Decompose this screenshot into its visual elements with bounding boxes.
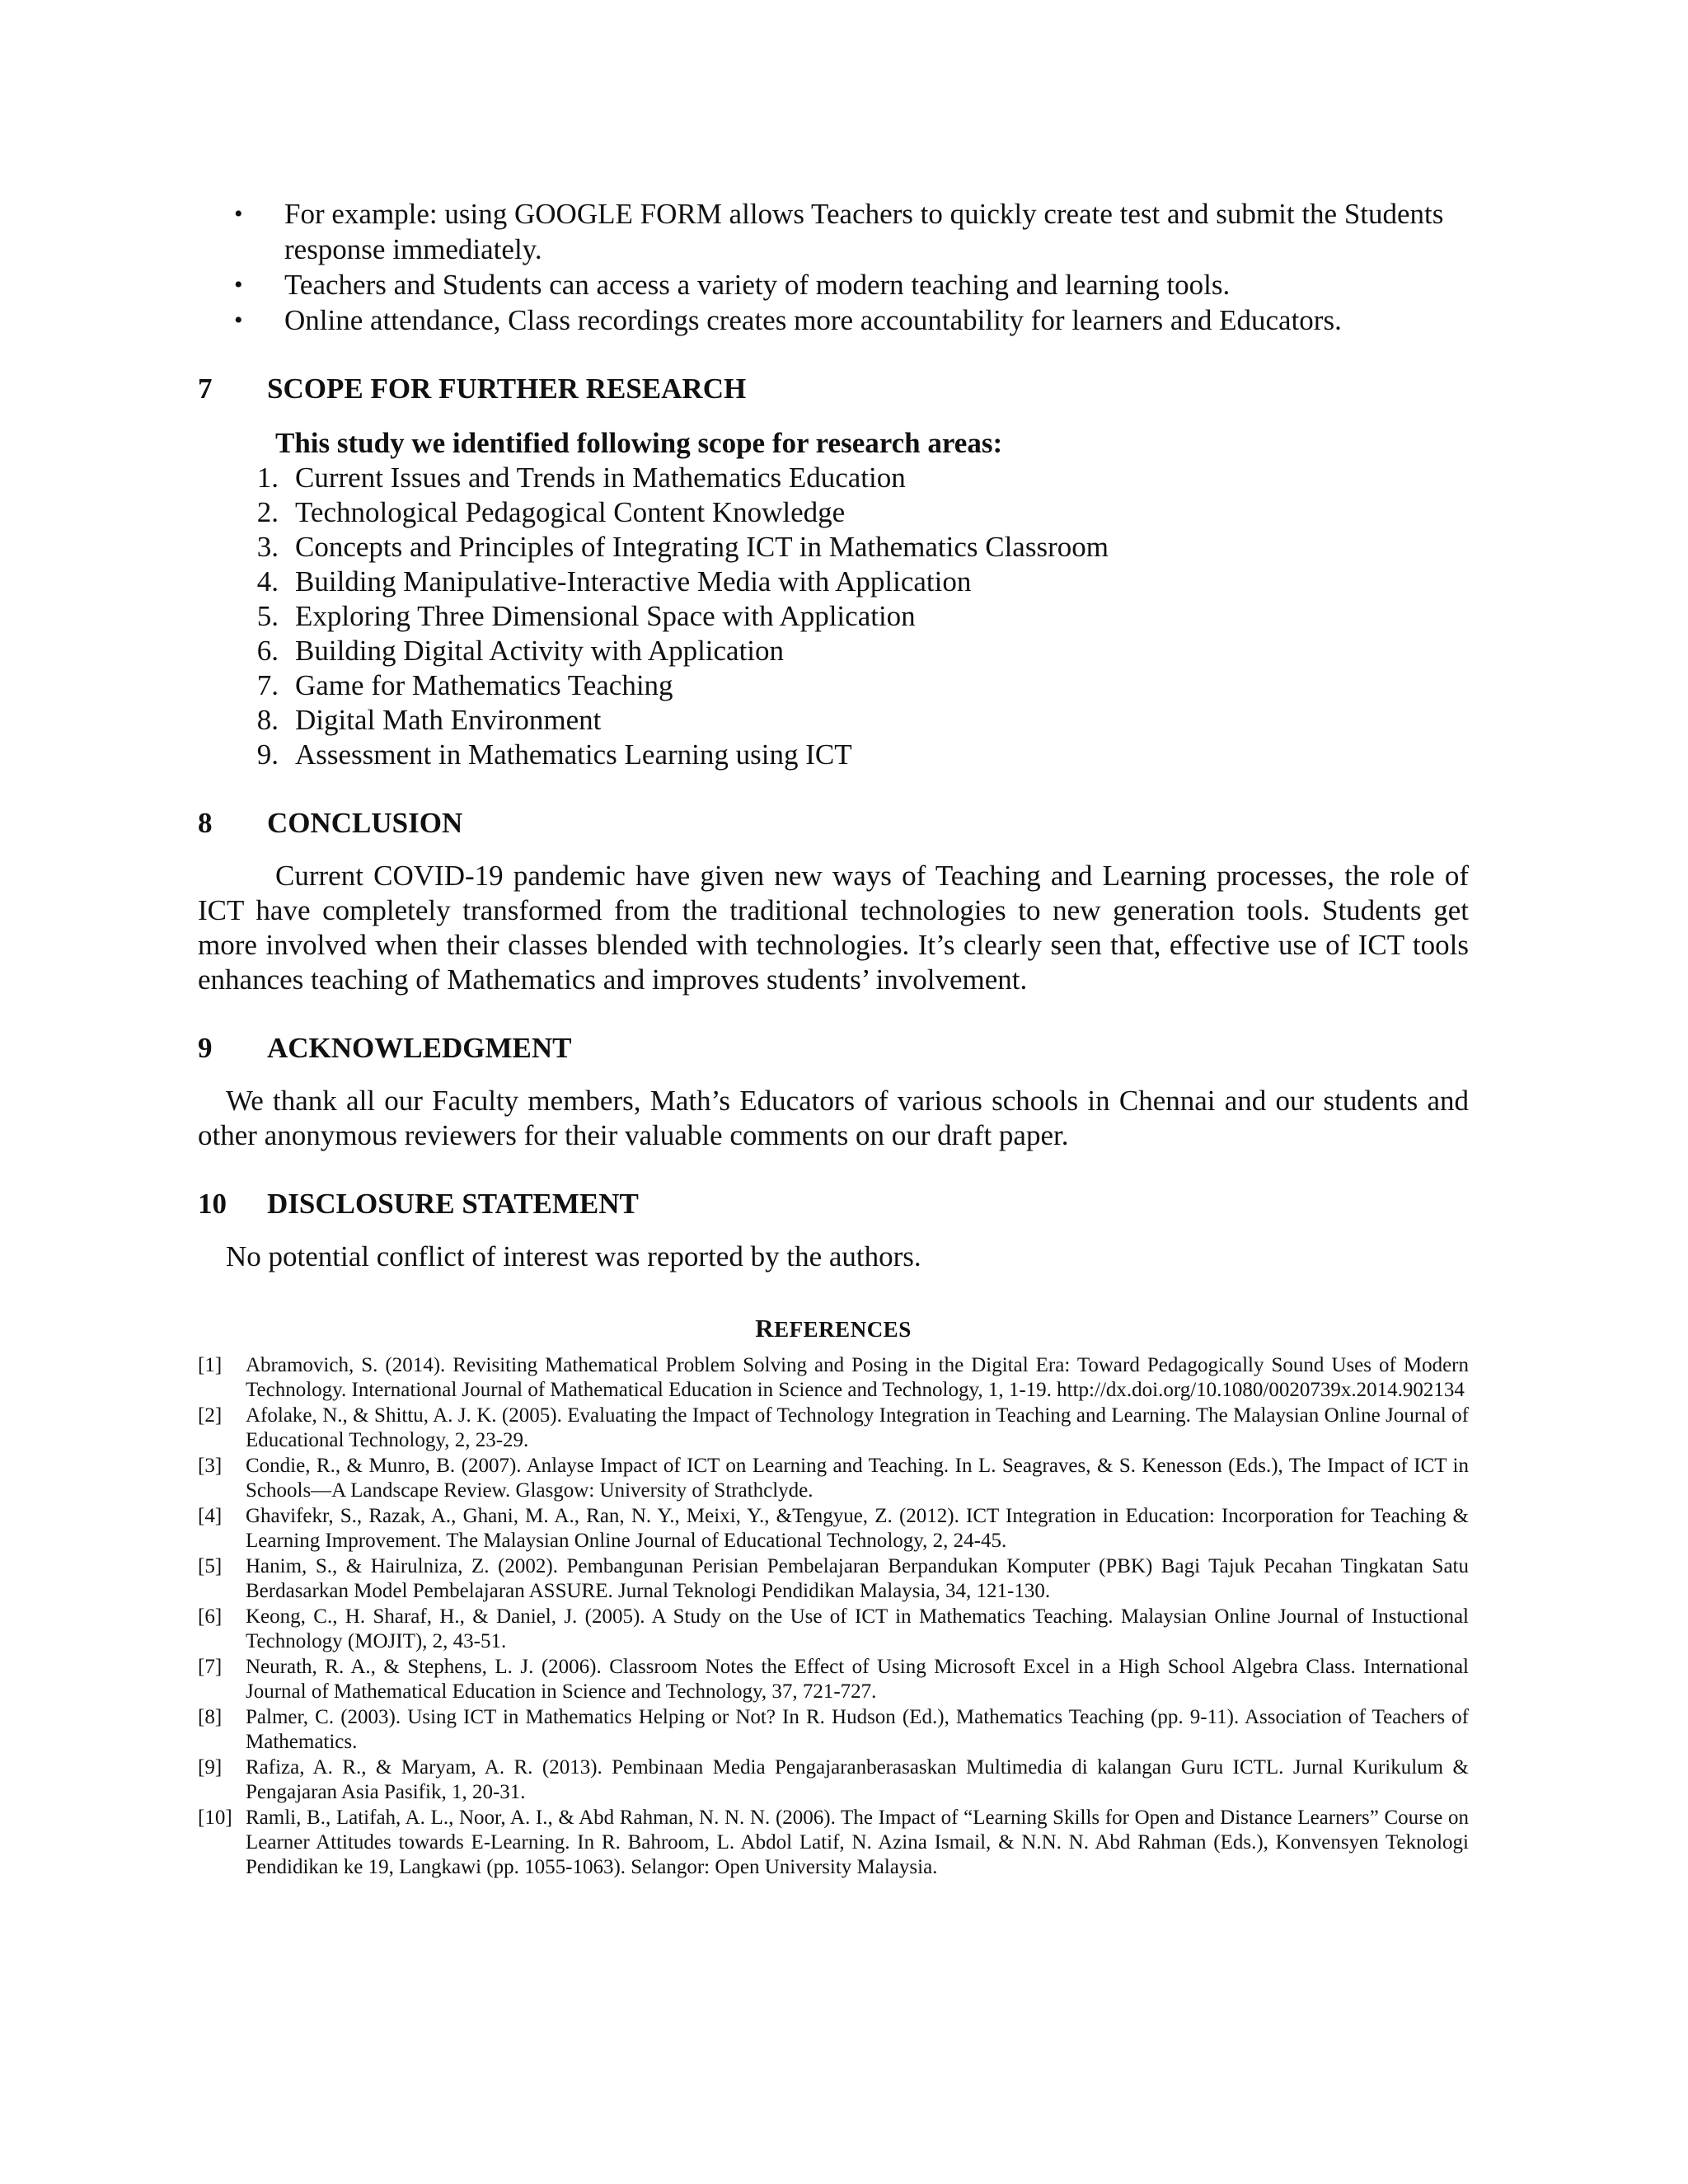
reference-item: [198, 1755, 1469, 1805]
bullet-item: [198, 267, 1469, 302]
bullet-icon: •: [234, 307, 243, 334]
reference-number: [10]: [198, 1807, 232, 1829]
item-text: Technological Pedagogical Content Knowledge: [295, 496, 846, 528]
reference-text: Rafiza, A. R., & Maryam, A. R. (2013). Pembinaan Media Pengajaranberasaskan Multimedia di kalangan Guru ICTL. Jurnal Kurikulum & Pengajaran Asia Pasifik, 1, 20-31.: [246, 1756, 1469, 1803]
reference-item: [198, 1554, 1469, 1604]
references-heading-rest: EFERENCES: [774, 1317, 912, 1342]
item-number: 8.: [256, 704, 279, 736]
section-9-heading: [198, 1030, 1469, 1066]
item-number: 2.: [256, 496, 279, 528]
disclosure-paragraph: No potential conflict of interest was reported by the authors.: [226, 1240, 921, 1272]
reference-item: [198, 1655, 1469, 1704]
section-number: 10: [198, 1188, 227, 1220]
reference-item: [198, 1454, 1469, 1503]
bullet-text: For example: using GOOGLE FORM allows Teachers to quickly create test and submit the Students response immediately.: [284, 198, 1444, 265]
reference-text: Hanim, S., & Hairulniza, Z. (2002). Pembangunan Perisian Pembelajaran Berpandukan Komputer (PBK) Bagi Tajuk Pecahan Tingkatan Satu Berdasarkan Model Pembelajaran ASSURE. Jurnal Teknologi Pendidikan Malaysia, 34, 121-130.: [246, 1555, 1469, 1602]
reference-item: [198, 1504, 1469, 1554]
reference-text: Condie, R., & Munro, B. (2007). Anlayse Impact of ICT on Learning and Teaching. In L. Seagraves, & S. Kenesson (Eds.), The Impact of ICT in Schools—A Landscape Review. Glasgow: University of Strathclyde.: [246, 1455, 1469, 1502]
bullet-item: [198, 196, 1469, 267]
reference-number: [8]: [198, 1706, 223, 1728]
reference-number: [1]: [198, 1354, 223, 1376]
reference-item: [198, 1806, 1469, 1880]
reference-item: [198, 1353, 1469, 1403]
section-7-heading: [198, 371, 1469, 406]
reference-text: Palmer, C. (2003). Using ICT in Mathematics Helping or Not? In R. Hudson (Ed.), Mathematics Teaching (pp. 9-11). Association of Teachers of Mathematics.: [246, 1706, 1469, 1753]
references-heading-initial: R: [755, 1314, 775, 1343]
scope-item: [198, 530, 1469, 565]
item-number: 6.: [256, 635, 279, 667]
bullet-text: Teachers and Students can access a variety of modern teaching and learning tools.: [284, 269, 1231, 301]
section-title: DISCLOSURE STATEMENT: [267, 1188, 639, 1220]
reference-item: [198, 1404, 1469, 1453]
item-number: 5.: [256, 600, 279, 632]
section-number: 7: [198, 373, 213, 405]
page-content: [198, 196, 1469, 1881]
bullet-icon: •: [234, 271, 243, 298]
references-list: [198, 1353, 1469, 1880]
acknowledgment-paragraph: We thank all our Faculty members, Math’s Educators of various schools in Chennai and our students and other anonymous reviewers for their valuable comments on our draft paper.: [198, 1085, 1469, 1151]
conclusion-paragraph: Current COVID-19 pandemic have given new ways of Teaching and Learning processes, the role of ICT have completely transformed from the traditional technologies to new generation tools. Students get more involved when their classes blended with technologies. It’s clearly seen that, effective use of ICT tools enhances teaching of Mathematics and improves students’ involvement.: [198, 860, 1469, 996]
reference-number: [9]: [198, 1756, 223, 1779]
item-text: Digital Math Environment: [295, 704, 602, 736]
reference-item: [198, 1605, 1469, 1654]
bullet-list: [198, 196, 1469, 338]
item-number: 4.: [256, 565, 279, 598]
section-number: 9: [198, 1032, 213, 1064]
item-number: 7.: [256, 669, 279, 701]
scope-item: [198, 703, 1469, 738]
scope-item: [198, 495, 1469, 530]
item-number: 1.: [256, 462, 279, 494]
reference-text: Ramli, B., Latifah, A. L., Noor, A. I., & Abd Rahman, N. N. N. (2006). The Impact of “Learning Skills for Open and Distance Learners” Course on Learner Attitudes towards E-Learning. In R. Bahroom, L. Abdol Latif, N. Azina Ismail, & N.N. N. Abd Rahman (Eds.), Konvensyen Teknologi Pendidikan ke 19, Langkawi (pp. 1055-1063). Selangor: Open University Malaysia.: [246, 1807, 1469, 1878]
bullet-icon: •: [234, 200, 243, 227]
section-title: SCOPE FOR FURTHER RESEARCH: [267, 373, 747, 405]
scope-item: [198, 634, 1469, 668]
item-text: Exploring Three Dimensional Space with Application: [295, 600, 916, 632]
item-number: 9.: [256, 738, 279, 771]
reference-text: Abramovich, S. (2014). Revisiting Mathematical Problem Solving and Posing in the Digital Era: Toward Pedagogically Sound Uses of Modern Technology. International Journal of Mathematical Education in Science and Technology, 1, 1-19. http://dx.doi.org/10.1080/0020739x.2014.902134: [246, 1354, 1469, 1401]
item-number: 3.: [256, 531, 279, 563]
scope-list: [198, 461, 1469, 772]
section-title: ACKNOWLEDGMENT: [267, 1032, 572, 1064]
reference-text: Neurath, R. A., & Stephens, L. J. (2006). Classroom Notes the Effect of Using Microsoft Excel in a High School Algebra Class. International Journal of Mathematical Education in Science and Technology, 37, 721-727.: [246, 1656, 1469, 1703]
reference-text: Ghavifekr, S., Razak, A., Ghani, M. A., Ran, N. Y., Meixi, Y., &Tengyue, Z. (2012). ICT Integration in Education: Incorporation for Teaching & Learning Improvement. The Malaysian Online Journal of Educational Technology, 2, 24-45.: [246, 1505, 1469, 1552]
item-text: Current Issues and Trends in Mathematics Education: [295, 462, 906, 494]
reference-number: [2]: [198, 1404, 223, 1427]
section-title: CONCLUSION: [267, 807, 463, 839]
section-10-heading: [198, 1186, 1469, 1221]
scope-item: [198, 599, 1469, 634]
scope-item: [198, 668, 1469, 703]
reference-text: Afolake, N., & Shittu, A. J. K. (2005). Evaluating the Impact of Technology Integration in Teaching and Learning. The Malaysian Online Journal of Educational Technology, 2, 23-29.: [246, 1404, 1469, 1451]
bullet-item: [198, 302, 1469, 338]
reference-text: Keong, C., H. Sharaf, H., & Daniel, J. (2005). A Study on the Use of ICT in Mathematics Teaching. Malaysian Online Journal of Instuctional Technology (MOJIT), 2, 43-51.: [246, 1605, 1469, 1652]
reference-item: [198, 1705, 1469, 1755]
reference-number: [4]: [198, 1505, 223, 1527]
scope-item: [198, 565, 1469, 599]
section-number: 8: [198, 807, 213, 839]
scope-intro: This study we identified following scope for research areas:: [275, 427, 1003, 459]
reference-number: [3]: [198, 1455, 223, 1477]
item-text: Building Manipulative-Interactive Media with Application: [295, 565, 972, 598]
section-8-heading: [198, 805, 1469, 841]
scope-item: [198, 738, 1469, 772]
item-text: Game for Mathematics Teaching: [295, 669, 673, 701]
reference-number: [5]: [198, 1555, 223, 1577]
item-text: Building Digital Activity with Application: [295, 635, 785, 667]
reference-number: [6]: [198, 1605, 223, 1628]
reference-number: [7]: [198, 1656, 223, 1678]
scope-item: [198, 461, 1469, 495]
references-heading: [198, 1314, 1469, 1343]
item-text: Assessment in Mathematics Learning using ICT: [295, 738, 852, 771]
item-text: Concepts and Principles of Integrating ICT in Mathematics Classroom: [295, 531, 1109, 563]
bullet-text: Online attendance, Class recordings creates more accountability for learners and Educators.: [284, 304, 1342, 336]
